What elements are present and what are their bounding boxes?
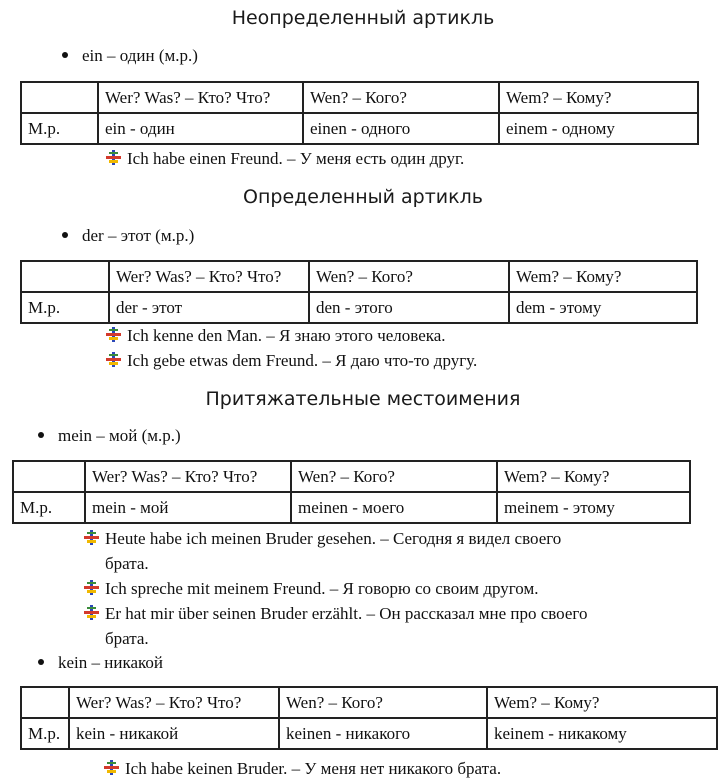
bullet-item [38, 426, 181, 446]
flag-icon [106, 327, 121, 342]
section-heading: Притяжательные местоимения [205, 388, 521, 410]
table-cell: den - этого [309, 292, 509, 323]
table-cell: keinen - никакого [279, 718, 487, 749]
example-text: брата. [105, 554, 149, 573]
declension-table [20, 260, 698, 324]
table-header-cell: Wen? – Кого? [291, 461, 497, 492]
table-header-cell: Wen? – Кого? [279, 687, 487, 718]
section-heading: Определенный артикль [243, 186, 483, 208]
table-row [21, 113, 698, 144]
example-text: Ich spreche mit meinem Freund. – Я говорю со своим другом. [105, 579, 539, 598]
bullet-item [62, 226, 194, 246]
flag-icon [106, 150, 121, 165]
declension-table [12, 460, 691, 524]
example-sentence [84, 526, 561, 551]
table-cell: ein - один [98, 113, 303, 144]
bullet-dot-icon [38, 432, 44, 438]
table-cell: М.р. [13, 492, 85, 523]
table-cell: kein - никакой [69, 718, 279, 749]
table-header-cell: Wem? – Кому? [509, 261, 697, 292]
table-header-row [21, 261, 697, 292]
bullet-dot-icon [38, 659, 44, 665]
table-cell: einem - одному [499, 113, 698, 144]
example-text: Heute habe ich meinen Bruder gesehen. – Сегодня я видел своего [105, 529, 562, 548]
bullet-text: ein – один (м.р.) [82, 46, 198, 65]
table-cell: der - этот [109, 292, 309, 323]
example-text: Ich habe keinen Bruder. – У меня нет никакого брата. [125, 759, 502, 778]
table-header-cell: Wem? – Кому? [487, 687, 717, 718]
example-sentence [106, 146, 464, 171]
example-sentence [106, 348, 477, 373]
example-text: брата. [105, 629, 149, 648]
bullet-dot-icon [62, 52, 68, 58]
table-cell: keinem - никакому [487, 718, 717, 749]
table-header-cell [21, 82, 98, 113]
table-cell: einen - одного [303, 113, 499, 144]
example-sentence-continuation [105, 551, 149, 576]
table-header-cell: Wem? – Кому? [497, 461, 690, 492]
table-cell: М.р. [21, 292, 109, 323]
example-text: Ich gebe etwas dem Freund. – Я даю что-то другу. [127, 351, 478, 370]
table-header-cell: Wen? – Кого? [309, 261, 509, 292]
table-row [13, 492, 690, 523]
declension-table [20, 686, 718, 750]
example-text: Ich kenne den Man. – Я знаю этого человека. [127, 326, 446, 345]
table-cell: dem - этому [509, 292, 697, 323]
table-header-row [21, 687, 717, 718]
flag-icon [106, 352, 121, 367]
table-header-cell [21, 687, 69, 718]
example-sentence-continuation [105, 626, 149, 651]
bullet-text: kein – никакой [58, 653, 164, 672]
example-sentence [84, 576, 538, 601]
declension-table [20, 81, 699, 145]
flag-icon [104, 760, 119, 775]
table-header-cell: Wem? – Кому? [499, 82, 698, 113]
table-row [21, 718, 717, 749]
example-sentence [104, 756, 501, 781]
bullet-text: mein – мой (м.р.) [58, 426, 181, 445]
table-header-cell [13, 461, 85, 492]
bullet-text: der – этот (м.р.) [82, 226, 195, 245]
flag-icon [84, 605, 99, 620]
example-sentence [84, 601, 587, 626]
table-header-cell: Wer? Was? – Кто? Что? [69, 687, 279, 718]
table-header-cell: Wen? – Кого? [303, 82, 499, 113]
table-header-cell: Wer? Was? – Кто? Что? [109, 261, 309, 292]
table-cell: М.р. [21, 718, 69, 749]
bullet-item [38, 653, 163, 673]
table-header-row [21, 82, 698, 113]
table-header-cell: Wer? Was? – Кто? Что? [85, 461, 291, 492]
table-header-cell: Wer? Was? – Кто? Что? [98, 82, 303, 113]
table-header-cell [21, 261, 109, 292]
table-cell: mein - мой [85, 492, 291, 523]
example-sentence [106, 323, 446, 348]
table-header-row [13, 461, 690, 492]
example-text: Ich habe einen Freund. – У меня есть один друг. [127, 149, 465, 168]
table-row [21, 292, 697, 323]
table-cell: meinen - моего [291, 492, 497, 523]
flag-icon [84, 580, 99, 595]
table-cell: meinem - этому [497, 492, 690, 523]
example-text: Er hat mir über seinen Bruder erzählt. – Он рассказал мне про своего [105, 604, 588, 623]
section-heading: Неопределенный артикль [231, 7, 495, 29]
bullet-dot-icon [62, 232, 68, 238]
flag-icon [84, 530, 99, 545]
bullet-item [62, 46, 198, 66]
table-cell: М.р. [21, 113, 98, 144]
